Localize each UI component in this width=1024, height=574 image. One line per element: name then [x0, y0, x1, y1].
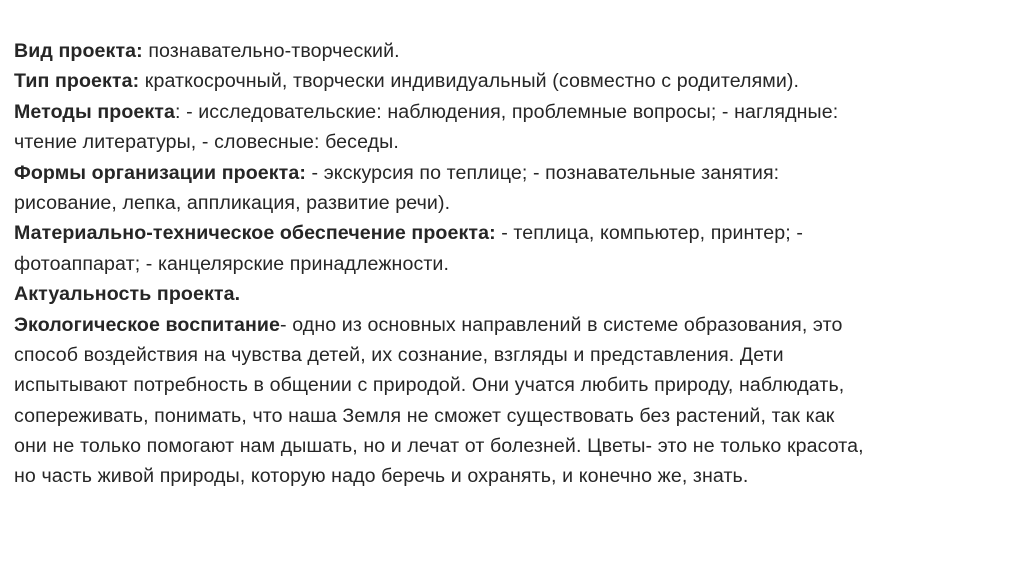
line-text: рисование, лепка, аппликация, развитие речи).	[14, 191, 451, 214]
line-text: познавательно-творческий.	[142, 40, 400, 62]
line-text: способ воздействия на чувства детей, их сознание, взгляды и представления. Дети	[14, 343, 784, 366]
text-line	[14, 97, 1019, 127]
text-line	[14, 340, 1019, 370]
text-line	[14, 158, 1019, 188]
text-line	[14, 249, 1019, 279]
line-text: сопереживать, понимать, что наша Земля не сможет существовать без растений, так как	[14, 404, 835, 427]
text-line	[14, 461, 1019, 491]
label-bold: Актуальность проекта.	[14, 283, 241, 306]
text-line	[14, 401, 1019, 431]
line-text: : - исследовательские: наблюдения, проблемные вопросы; - наглядные:	[175, 100, 839, 123]
line-text: но часть живой природы, которую надо беречь и охранять, и конечно же, знать.	[14, 465, 749, 488]
label-bold: Формы организации проекта:	[14, 161, 306, 184]
label-bold: Экологическое воспитание	[14, 313, 281, 336]
line-text: краткосрочный, творчески индивидуальный (совместно с родителями).	[139, 70, 800, 93]
line-text: чтение литературы, - словесные: беседы.	[14, 131, 399, 154]
line-text: они не только помогают нам дышать, но и лечат от болезней. Цветы- это не только красота,	[14, 435, 864, 458]
text-line	[14, 66, 1019, 96]
text-line	[14, 279, 1019, 309]
text-line	[14, 370, 1019, 400]
text-block	[14, 36, 1019, 492]
label-bold: Тип проекта:	[14, 70, 140, 93]
line-text: - экскурсия по теплице; - познавательные занятия:	[306, 161, 780, 184]
text-line	[14, 127, 1019, 157]
label-bold: Материально-техническое обеспечение проекта:	[14, 222, 496, 245]
line-text: испытывают потребность в общении с природой. Они учатся любить природу, наблюдать,	[14, 374, 845, 397]
label-bold: Методы проекта	[14, 100, 175, 123]
line-text: - теплица, компьютер, принтер; -	[495, 222, 803, 245]
text-line	[14, 188, 1019, 218]
line-text: фотоаппарат; - канцелярские принадлежности.	[14, 252, 450, 275]
text-line	[14, 218, 1019, 248]
line-text: - одно из основных направлений в системе образования, это	[280, 313, 843, 336]
text-line	[14, 36, 1019, 66]
text-line	[14, 431, 1019, 461]
label-bold: Вид проекта:	[14, 40, 143, 62]
text-line	[14, 310, 1019, 340]
